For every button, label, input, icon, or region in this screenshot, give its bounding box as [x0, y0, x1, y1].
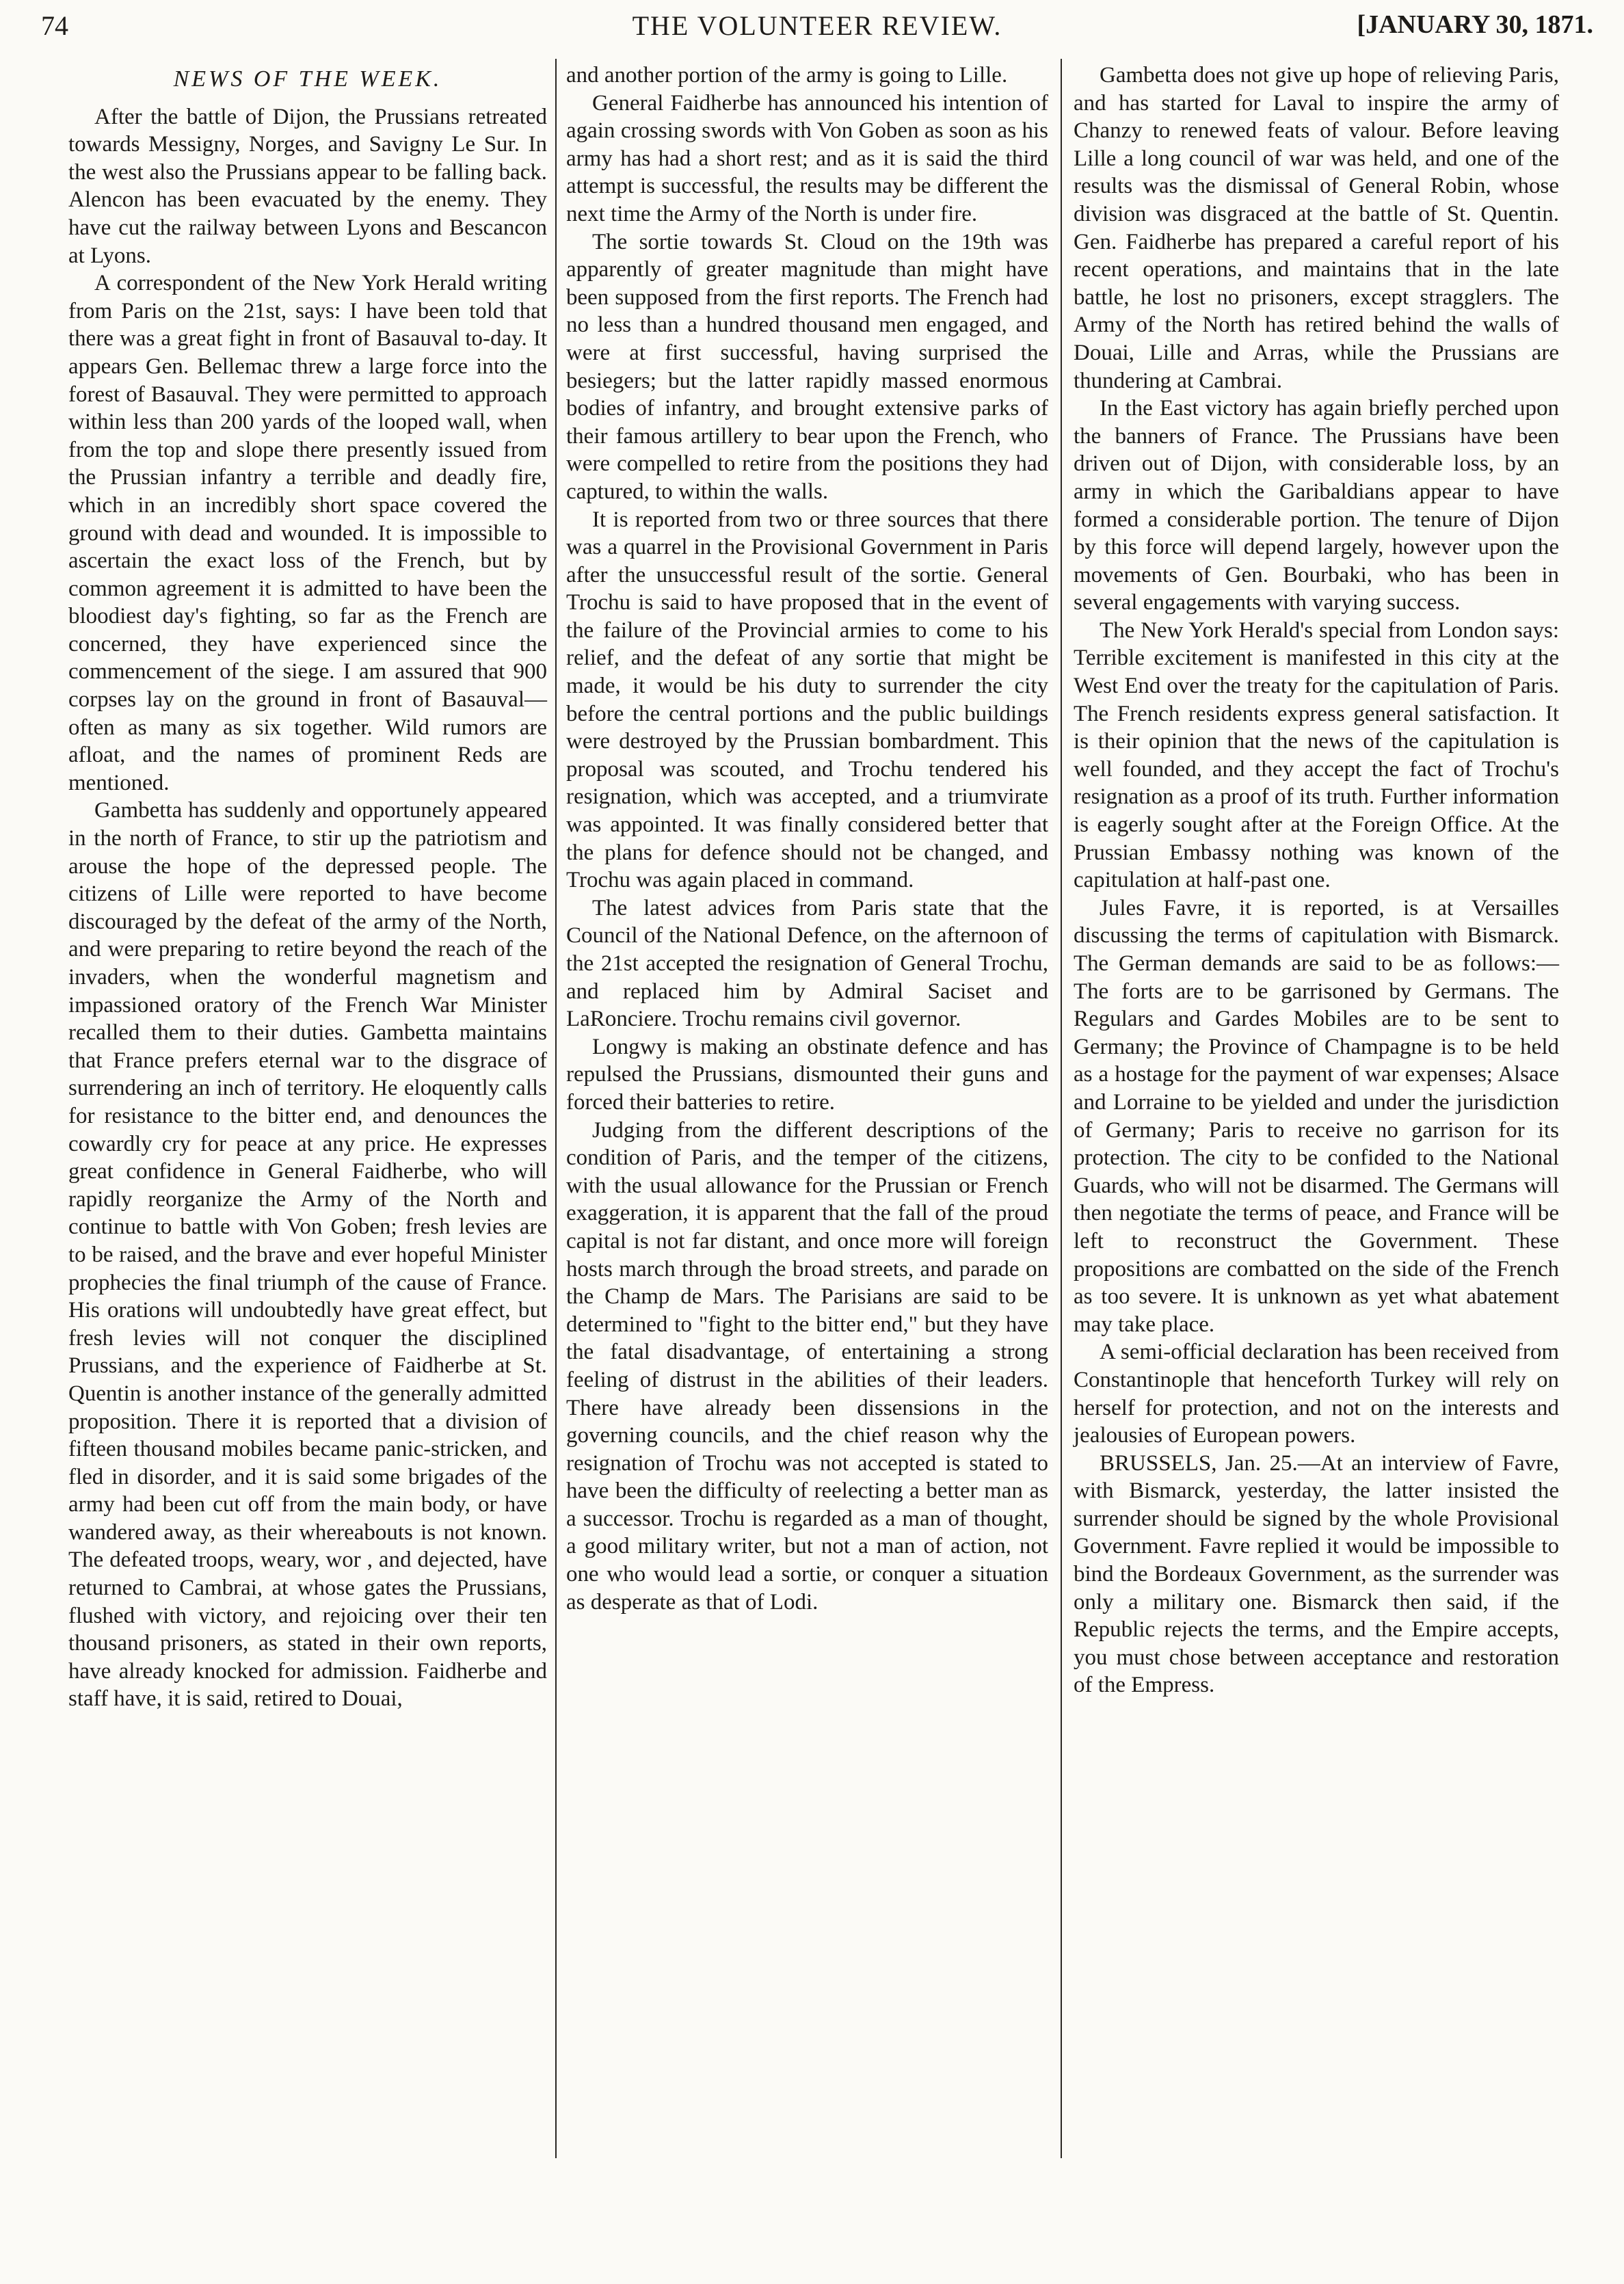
- column-1: [68, 62, 547, 1713]
- article-paragraph: and another portion of the army is going to Lille.: [566, 63, 1008, 88]
- column-2: [566, 62, 1048, 1616]
- article-paragraph: The New York Herald's special from London says: Terrible excitement is manifested in this city at the West End over the treaty for the capitulation of Paris. The French residents express general satisfaction. It is their opinion that the news of the capitulation is well founded, and they accept the fact of Trochu's resignation as a proof of its truth. Further information is eagerly sought after at the Foreign Office. At the Prussian Embassy nothing was known of the capitulation at half-past one.: [1074, 618, 1559, 893]
- article-paragraph: Gambetta has suddenly and opportunely appeared in the north of France, to stir up the patriotism and arouse the hope of the depressed people. The citizens of Lille were reported to have become discouraged by the defeat of the army of the North, and were preparing to retire beyond the reach of the invaders, when the wonderful magnetism and impassioned oratory of the French War Minister recalled them to their duties. Gambetta maintains that France prefers eternal war to the disgrace of surrendering an inch of territory. He eloquently calls for resistance to the bitter end, and denounces the cowardly cry for peace at any price. He expresses great confidence in General Faidherbe, who will rapidly reorganize the Army of the North and continue to battle with Von Goben; fresh levies are to be raised, and the brave and ever hopeful Minister prophecies the final triumph of the cause of France. His orations will undoubtedly have great effect, but fresh levies will not conquer the disciplined Prussians, and the experience of Faidherbe at St. Quentin is another instance of the generally admitted proposition. There it is reported that a division of fifteen thousand mobiles became panic-stricken, and fled in disorder, and it is said some brigades of the army had been cut off from the main body, or have wandered away, as their whereabouts is not known. The defeated troops, weary, wor , and dejected, have returned to Cambrai, at whose gates the Prussians, flushed with victory, and rejoicing over their ten thousand prisoners, as stated in their own reports, have already knocked for admission. Faidherbe and staff have, it is said, retired to Douai,: [68, 798, 547, 1712]
- article-paragraph: General Faidherbe has announced his intention of again crossing swords with Von Goben as soon as his army has had a short rest; and as it is said the third attempt is successful, the results may be different the next time the Army of the North is under fire.: [566, 90, 1048, 226]
- column-3: [1074, 62, 1559, 1699]
- page-number: 74: [41, 10, 68, 41]
- article-paragraph: The latest advices from Paris state that the Council of the National Defence, on the afternoon of the 21st accepted the resignation of General Trochu, and replaced him by Admiral Saciset and LaRonciere. Trochu remains civil governor.: [566, 895, 1048, 1032]
- article-paragraph: Longwy is making an obstinate defence and has repulsed the Prussians, dismounted their guns and forced their batteries to retire.: [566, 1034, 1048, 1115]
- article-paragraph: It is reported from two or three sources that there was a quarrel in the Provisional Government in Paris after the unsuccessful result of the sortie. General Trochu is said to have proposed that in the event of the failure of the Provincial armies to come to his relief, and the defeat of any sortie that might be made, it would be his duty to surrender the city before the central portions and the public buildings were destroyed by the Prussian bombardment. This proposal was scouted, and Trochu tendered his resignation, which was accepted, and a triumvirate was appointed. It was finally considered better that the plans for defence should not be changed, and Trochu was again placed in command.: [566, 507, 1048, 893]
- section-title: NEWS OF THE WEEK.: [173, 66, 442, 92]
- masthead: THE VOLUNTEER REVIEW.: [632, 10, 1002, 41]
- article-paragraph: Judging from the different descriptions of the condition of Paris, and the temper of the citizens, with the usual allowance for the Prussian or French exaggeration, it is apparent that the fall of the proud capital is not far distant, and once more will foreign hosts march through the broad streets, and parade on the Champ de Mars. The Parisians are said to be determined to "fight to the bitter end," but they have the fatal disadvantage, of entertaining a strong feeling of distrust in the abilities of their leaders. There have already been dissensions in the governing councils, and the chief reason why the resignation of Trochu was not accepted is stated to have been the difficulty of reelecting a better man as a successor. Trochu is regarded as a man of thought, a good military writer, but not a man of action, not one who would lead a sortie, or conquer a situation as desperate as that of Lodi.: [566, 1117, 1048, 1615]
- article-paragraph: In the East victory has again briefly perched upon the banners of France. The Prussians have been driven out of Dijon, with considerable loss, by an army in which the Garibaldians appear to have formed a considerable portion. The tenure of Dijon by this force will depend largely, however upon the movements of Gen. Bourbaki, who has been in several engagements with varying success.: [1074, 396, 1559, 615]
- article-paragraph: A correspondent of the New York Herald writing from Paris on the 21st, says: I have been told that there was a great fight in front of Basauval to-day. It appears Gen. Bellemac threw a large force into the forest of Basauval. They were permitted to approach within less than 200 yards of the looped wall, when from the top and slope there presently issued from the Prussian infantry a terrible and deadly fire, which in an incredibly short space covered the ground with dead and wounded. It is impossible to ascertain the exact loss of the French, but by common agreement it is admitted to have been the bloodiest day's fighting, so far as the French are concerned, they have experienced since the commencement of the siege. I am assured that 900 corpses lay on the ground in front of Basauval—often as many as six together. Wild rumors are afloat, and the names of prominent Reds are mentioned.: [68, 271, 547, 795]
- article-paragraph: Gambetta does not give up hope of relieving Paris, and has started for Laval to inspire the army of Chanzy to renewed feats of valour. Before leaving Lille a long council of war was held, and one of the results was the dismissal of General Robin, whose division was disgraced at the battle of St. Quentin. Gen. Faidherbe has prepared a careful report of his recent operations, and maintains that in the late battle, he lost no prisoners, except stragglers. The Army of the North has retired behind the walls of Douai, Lille and Arras, while the Prussians are thundering at Cambrai.: [1074, 63, 1559, 393]
- article-paragraph: BRUSSELS, Jan. 25.—At an interview of Favre, with Bismarck, yesterday, the latter insisted the surrender should be signed by the whole Provisional Government. Favre replied it would be impossible to bind the Bordeaux Government, as the surrender was only a military one. Bismarck then said, if the Republic rejects the terms, and the Empire accepts, you must chose between acceptance and restoration of the Empress.: [1074, 1450, 1559, 1698]
- column-divider-2: [1061, 59, 1062, 2158]
- article-paragraph: After the battle of Dijon, the Prussians retreated towards Messigny, Norges, and Savigny Le Sur. In the west also the Prussians appear to be falling back. Alencon has been evacuated by the enemy. They have cut the railway between Lyons and Bescancon at Lyons.: [68, 104, 547, 268]
- article-paragraph: Jules Favre, it is reported, is at Versailles discussing the terms of capitulation with Bismarck. The German demands are said to be as follows:—The forts are to be garrisoned by Germans. The Regulars and Gardes Mobiles are to be sent to Germany; the Province of Champagne is to be held as a hostage for the payment of war expenses; Alsace and Lorraine to be yielded and under the jurisdiction of Germany; Paris to receive no garrison for its protection. The city to be confided to the National Guards, who will not be disarmed. The Germans will then negotiate the terms of peace, and France will be left to reconstruct the Government. These propositions are combatted on the side of the French as too severe. It is unknown as yet what abatement may take place.: [1074, 895, 1559, 1337]
- article-paragraph: A semi-official declaration has been received from Constantinople that henceforth Turkey will rely on herself for protection, and not on the interests and jealousies of European powers.: [1074, 1340, 1559, 1448]
- page-header: [41, 10, 1593, 49]
- article-paragraph: The sortie towards St. Cloud on the 19th was apparently of greater magnitude than might have been supposed from the first reports. The French had no less than a hundred thousand men engaged, and were at first successful, having surprised the besiegers; but the latter rapidly massed enormous bodies of infantry, and brought extensive parks of their famous artillery to bear upon the French, who were compelled to retire from the positions they had captured, to within the walls.: [566, 229, 1048, 504]
- issue-date: [JANUARY 30, 1871.: [1357, 10, 1593, 39]
- column-divider-1: [555, 59, 557, 2158]
